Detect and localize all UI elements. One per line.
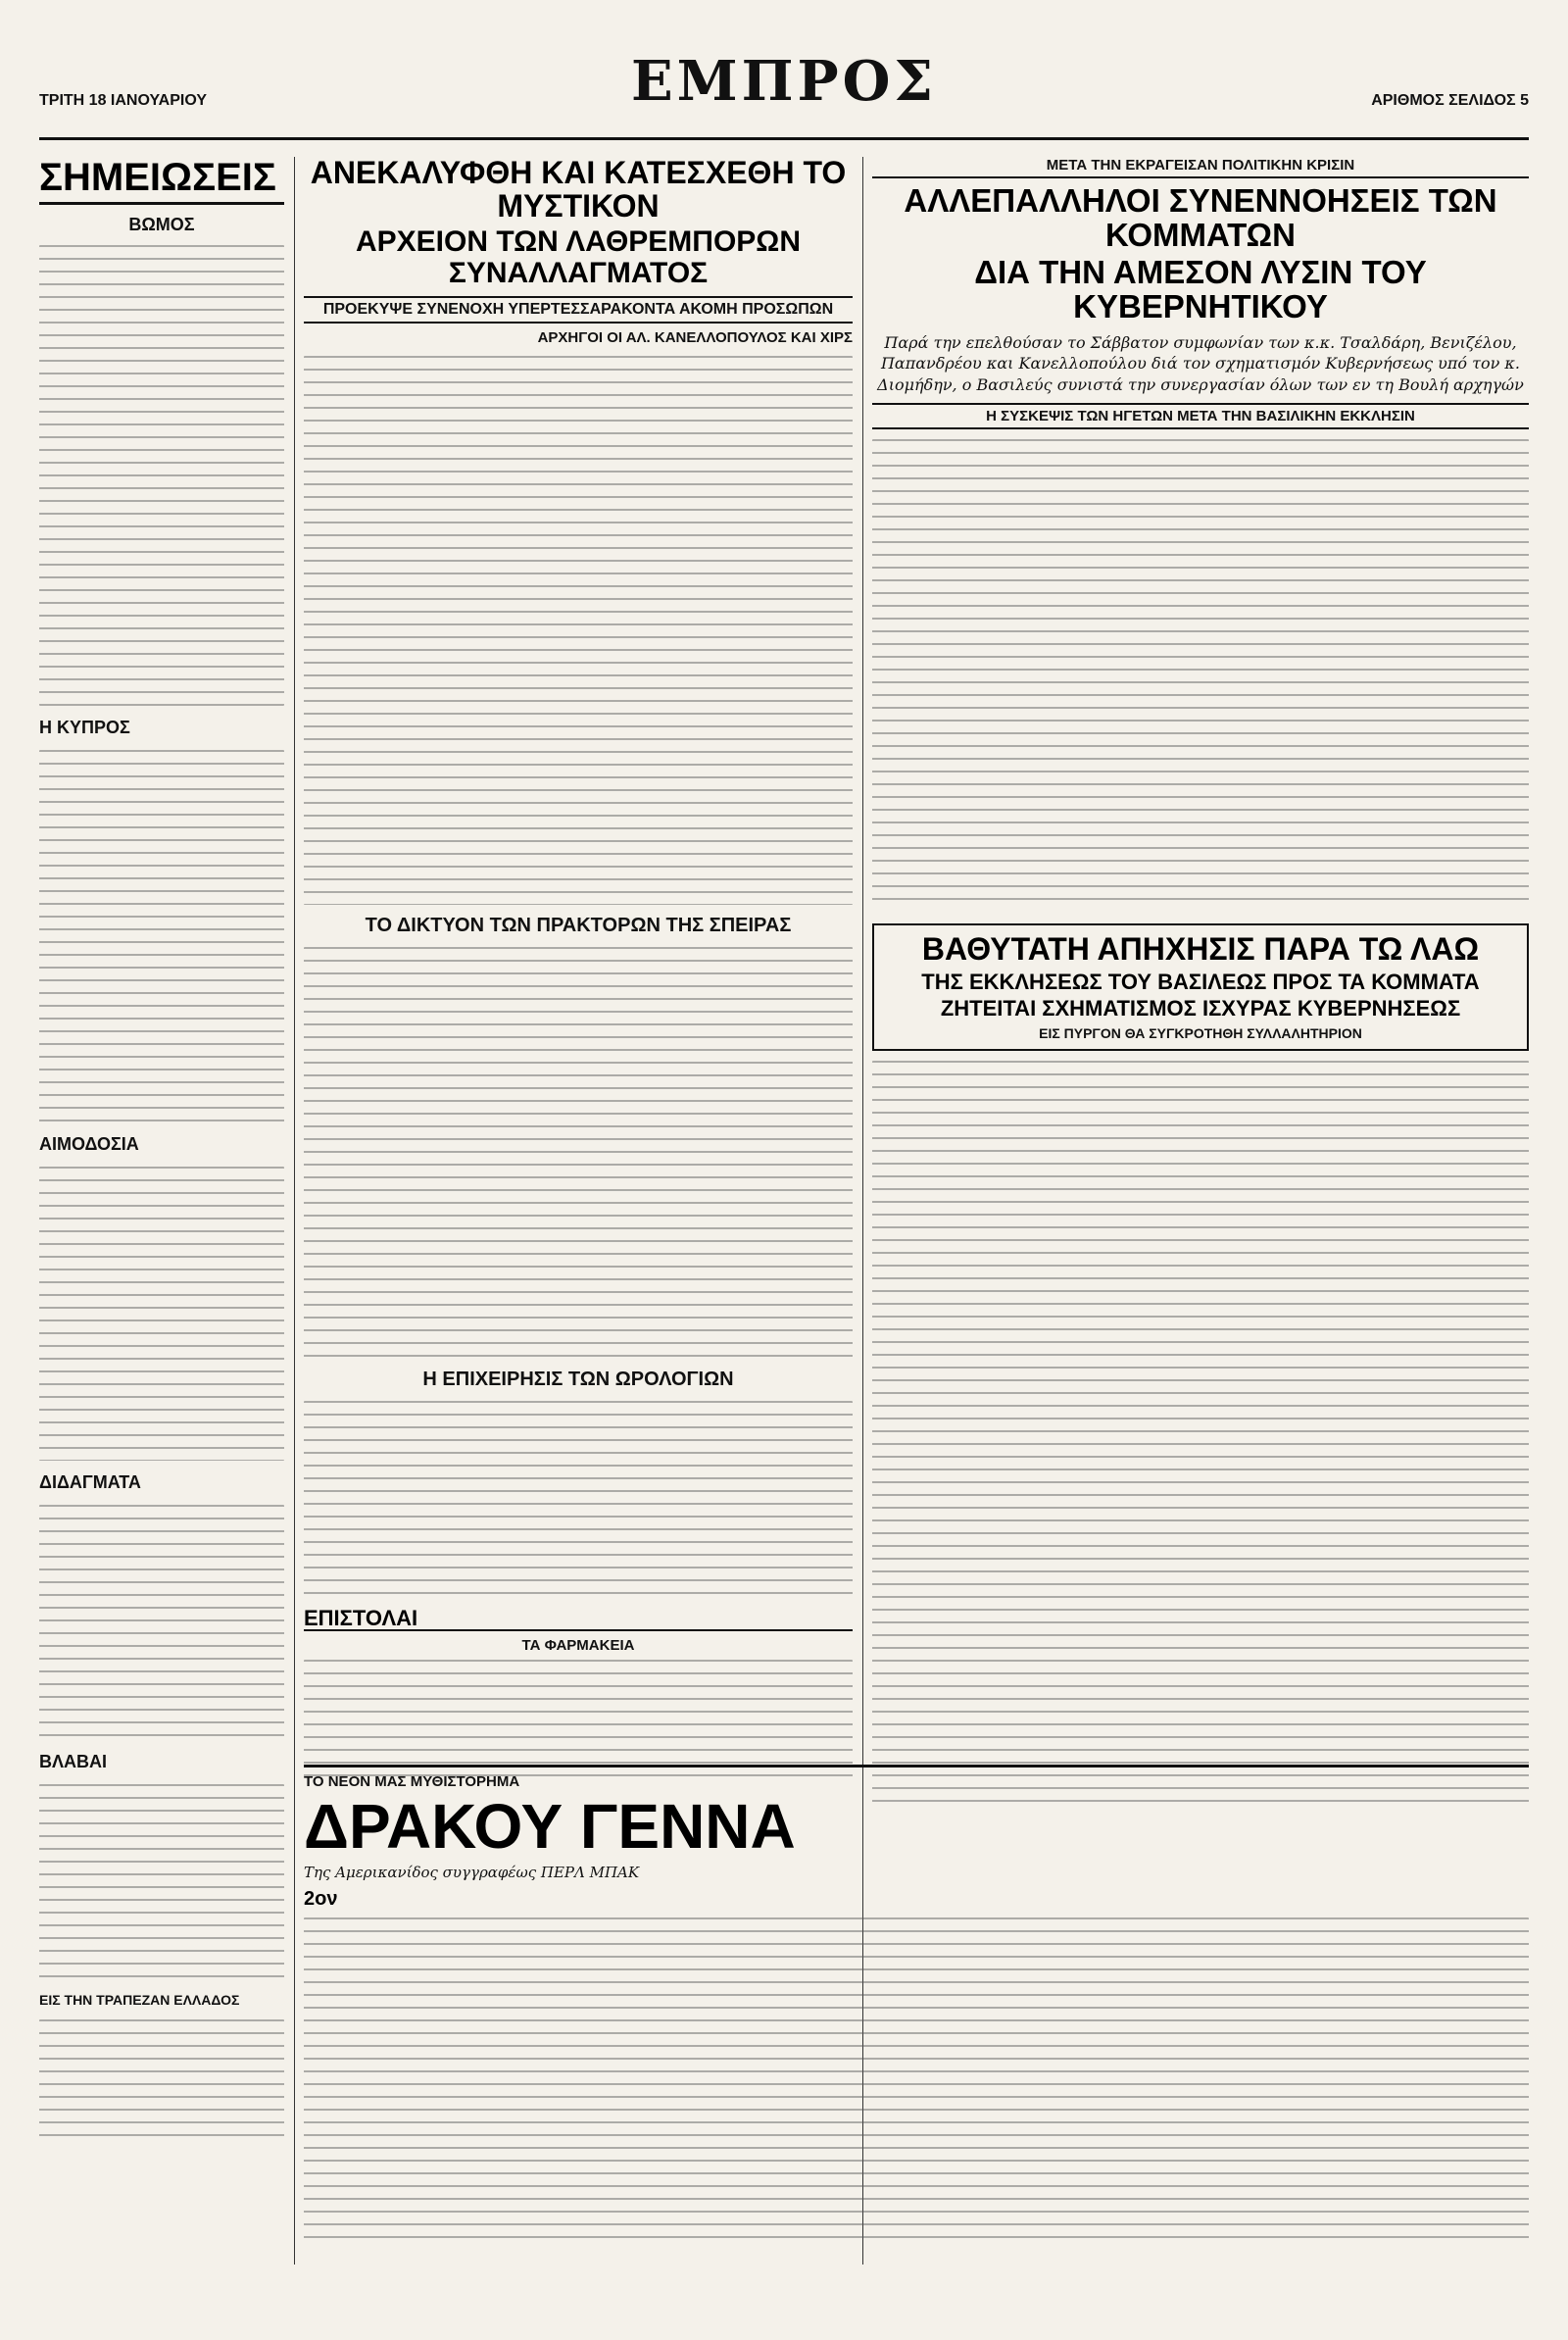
subhead: ΕΙΣ ΠΥΡΓΟΝ ΘΑ ΣΥΓΚΡΟΤΗΘΗ ΣΥΛΛΑΛΗΤΗΡΙΟΝ	[1039, 1025, 1362, 1042]
serial-kicker: ΤΟ ΝΕΟΝ ΜΑΣ ΜΥΘΙΣΤΟΡΗΜΑ	[304, 1773, 520, 1790]
newspaper-title: ΕΜΠΡΟΣ	[630, 49, 938, 114]
headline: ΒΑΘΥΤΑΤΗ ΑΠΗΧΗΣΙΣ ΠΑΡΑ ΤΩ ΛΑΩ	[921, 931, 1480, 968]
section-head: ΑΙΜΟΔΟΣΙΑ	[39, 1134, 139, 1154]
deck: ΑΡΧΗΓΟΙ ΟΙ ΑΛ. ΚΑΝΕΛΛΟΠΟΥΛΟΣ ΚΑΙ ΧΙΡΣ	[537, 329, 853, 347]
serial-chapter: 2ον	[304, 1888, 338, 1911]
text-block	[39, 245, 284, 706]
text-block	[39, 750, 284, 1122]
text-block	[304, 1660, 853, 1777]
letters-subhead: ΤΑ ΦΑΡΜΑΚΕΙΑ	[521, 1637, 635, 1655]
section-head: ΕΙΣ ΤΗΝ ΤΡΑΠΕΖΑΝ ΕΛΛΑΔΟΣ	[39, 1992, 240, 2008]
subhead: Η ΣΥΣΚΕΨΙΣ ΤΩΝ ΗΓΕΤΩΝ ΜΕΤΑ ΤΗΝ ΒΑΣΙΛΙΚΗΝ ΕΚΚΛΗΣΙΝ	[872, 403, 1529, 429]
masthead	[39, 39, 1529, 140]
column-rule	[294, 157, 295, 2265]
headline: ΔΙΑ ΤΗΝ ΑΜΕΣΟΝ ΛΥΣΙΝ ΤΟΥ ΚΥΒΕΡΝΗΤΙΚΟΥ	[974, 254, 1427, 324]
boxed-story	[872, 923, 1529, 1051]
text-block	[872, 1061, 1529, 1806]
kicker: ΜΕΤΑ ΤΗΝ ΕΚΡΑΓΕΙΣΑΝ ΠΟΛΙΤΙΚΗΝ ΚΡΙΣΙΝ	[872, 157, 1529, 178]
deck: Παρά την επελθούσαν το Σάββατον συμφωνίαν των κ.κ. Τσαλδάρη, Βενιζέλου, Παπανδρέου και Κανελλοπούλου διά τον σχηματισμόν Κυβερνήσεως υπό τον κ. Διομήδην, ο Βασιλεύς συνιστά την συνεργασίαν όλων των εν τη Βουλή αρχηγών	[877, 332, 1524, 394]
headline: ΑΛΛΕΠΑΛΛΗΛΟΙ ΣΥΝΕΝΝΟΗΣΕΙΣ ΤΩΝ ΚΟΜΜΑΤΩΝ	[904, 182, 1497, 253]
deck: ΠΡΟΕΚΥΨΕ ΣΥΝΕΝΟΧΗ ΥΠΕΡΤΕΣΣΑΡΑΚΟΝΤΑ ΑΚΟΜΗ ΠΡΟΣΩΠΩΝ	[304, 296, 853, 324]
text-block	[872, 439, 1529, 910]
text-block	[39, 1167, 284, 1461]
text-block	[304, 947, 853, 1359]
headline: ΖΗΤΕΙΤΑΙ ΣΧΗΜΑΤΙΣΜΟΣ ΙΣΧΥΡΑΣ ΚΥΒΕΡΝΗΣΕΩΣ	[940, 996, 1461, 1021]
text-block	[304, 1917, 1529, 2241]
serial-byline: Της Αμερικανίδος συγγραφέως ΠΕΡΛ ΜΠΑΚ	[304, 1864, 640, 1882]
text-block	[304, 1401, 853, 1597]
headline: ΤΗΣ ΕΚΚΛΗΣΕΩΣ ΤΟΥ ΒΑΣΙΛΕΩΣ ΠΡΟΣ ΤΑ ΚΟΜΜΑΤΑ	[921, 969, 1480, 994]
headline: ΑΡΧΕΙΟΝ ΤΩΝ ΛΑΘΡΕΜΠΟΡΩΝ ΣΥΝΑΛΛΑΓΜΑΤΟΣ	[355, 225, 802, 289]
notes-title: ΣΗΜΕΙΩΣΕΙΣ	[39, 157, 284, 205]
newspaper-page	[39, 39, 1529, 2294]
text-block	[39, 1784, 284, 1980]
section-head: ΒΩΜΟΣ	[128, 215, 195, 234]
subhead: Η ΕΠΙΧΕΙΡΗΣΙΣ ΤΩΝ ΩΡΟΛΟΓΙΩΝ	[422, 1369, 734, 1391]
text-block	[39, 1505, 284, 1740]
letters-title: ΕΠΙΣΤΟΛΑΙ	[304, 1607, 853, 1631]
serial-section	[304, 1765, 1529, 2241]
subhead: ΤΟ ΔΙΚΤΥΟΝ ΤΩΝ ΠΡΑΚΤΟΡΩΝ ΤΗΣ ΣΠΕΙΡΑΣ	[365, 915, 792, 937]
issue-date: ΤΡΙΤΗ 18 ΙΑΝΟΥΑΡΙΟΥ	[39, 92, 208, 109]
right-story	[872, 157, 1529, 1806]
text-block	[304, 356, 853, 905]
headline: ΑΝΕΚΑΛΥΦΘΗ ΚΑΙ ΚΑΤΕΣΧΕΘΗ ΤΟ ΜΥΣΤΙΚΟΝ	[310, 155, 847, 224]
page-number: ΑΡΙΘΜΟΣ ΣΕΛΙΔΟΣ 5	[1371, 92, 1529, 109]
left-column	[39, 157, 284, 2137]
serial-title: ΔΡΑΚΟΥ ΓΕΝΝΑ	[304, 1791, 796, 1862]
text-block	[39, 2019, 284, 2137]
section-head: ΔΙΔΑΓΜΑΤΑ	[39, 1472, 141, 1492]
section-head: ΒΛΑΒΑΙ	[39, 1752, 108, 1771]
center-story	[304, 157, 853, 1777]
section-head: Η ΚΥΠΡΟΣ	[39, 718, 130, 737]
